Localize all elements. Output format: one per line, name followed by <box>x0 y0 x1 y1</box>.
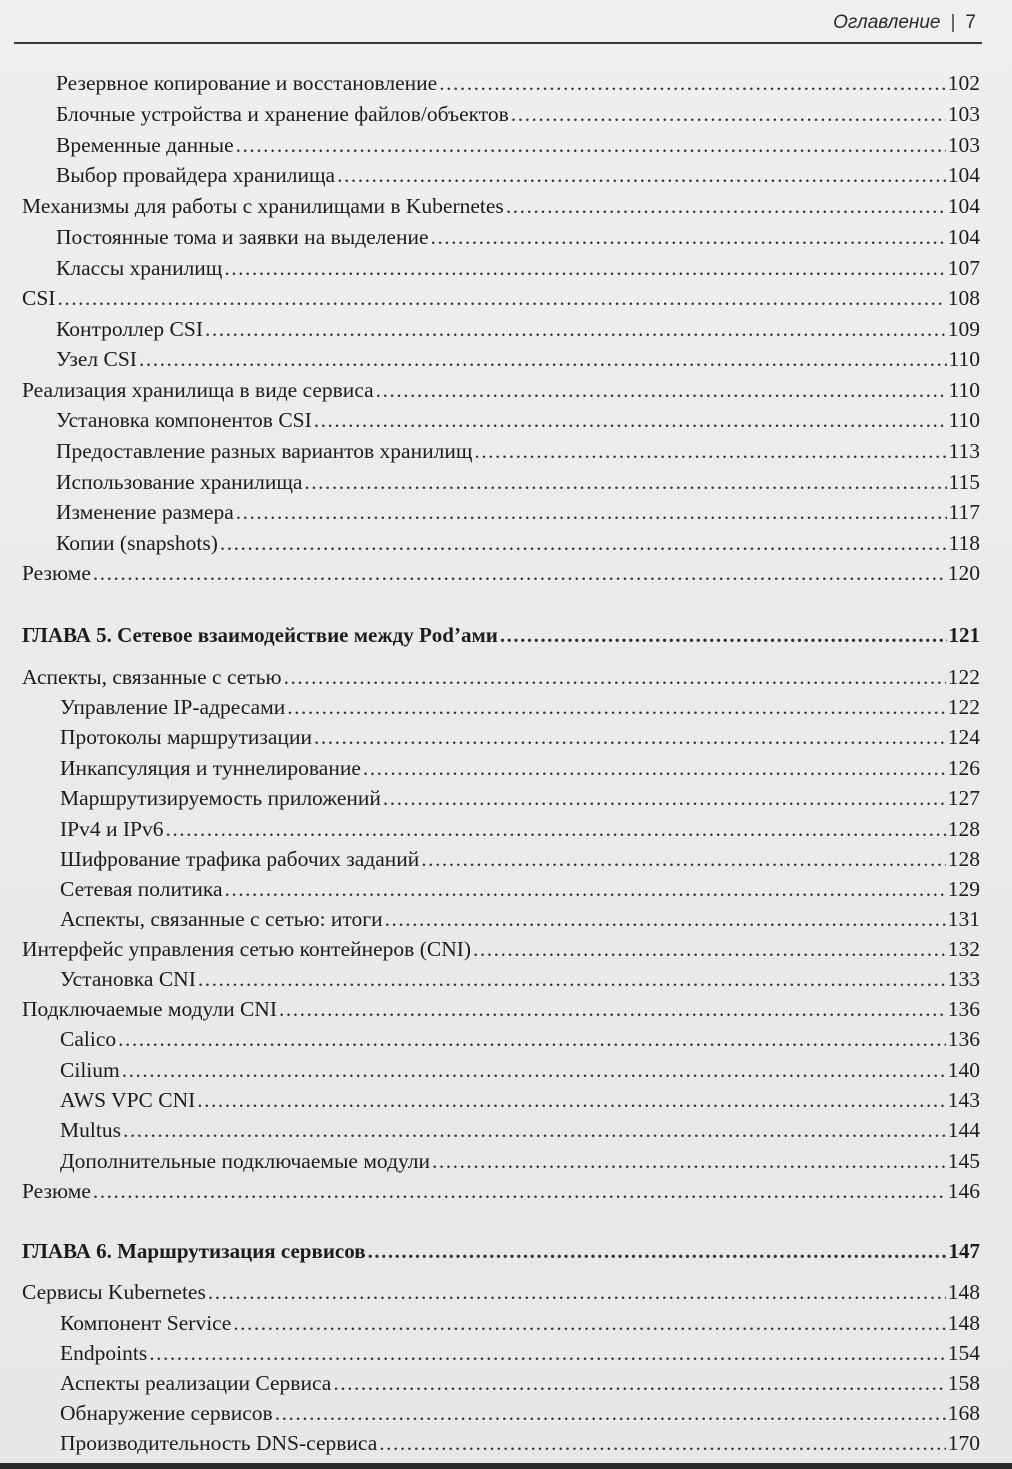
toc-entry: Выбор провайдера хранилища ..... 104 <box>56 160 980 190</box>
toc-entry: Управление IP-адресами ..... 122 <box>60 692 980 722</box>
toc-entry: Предоставление разных вариантов хранилищ ..... 113 <box>56 436 980 466</box>
running-head-page-number: 7 <box>965 12 976 33</box>
toc-entry: Инкапсуляция и туннелирование ..... 126 <box>60 753 980 783</box>
toc-entry: Endpoints ..... 154 <box>60 1338 980 1368</box>
toc-entry: Использование хранилища ..... 115 <box>56 467 980 497</box>
toc-entry: Производительность DNS-сервиса ..... 170 <box>60 1428 980 1458</box>
toc-entry: Протоколы маршрутизации ..... 124 <box>60 722 980 752</box>
toc-entry: Контроллер CSI ..... 109 <box>56 314 980 344</box>
toc-entry: Calico ..... 136 <box>60 1024 980 1054</box>
toc-entry: Узел CSI ..... 110 <box>56 344 980 374</box>
toc-entry: AWS VPC CNI ..... 143 <box>60 1085 980 1115</box>
toc-entry: Механизмы для работы с хранилищами в Kubernetes ..... 104 <box>22 191 980 221</box>
toc-entry: Сетевая политика ..... 129 <box>60 874 980 904</box>
header-rule <box>14 42 982 44</box>
running-head-section: Оглавление <box>833 12 941 33</box>
toc-entry: CSI ..... 108 <box>22 283 980 313</box>
running-head <box>833 12 976 34</box>
toc-chapter: ГЛАВА 6. Маршрутизация сервисов ..... 147 <box>22 1236 980 1266</box>
toc-entry: IPv4 и IPv6 ..... 128 <box>60 814 980 844</box>
toc-entry: Обнаружение сервисов ..... 168 <box>60 1398 980 1428</box>
toc-entry: Копии (snapshots) ..... 118 <box>56 528 980 558</box>
toc-entry: Компонент Service ..... 148 <box>60 1308 980 1338</box>
toc-entry: Временные данные ..... 103 <box>56 130 980 160</box>
toc-entry: Классы хранилищ ..... 107 <box>56 253 980 283</box>
toc-entry: Постоянные тома и заявки на выделение ..... 104 <box>56 222 980 252</box>
toc-entry: Реализация хранилища в виде сервиса ..... 110 <box>22 375 980 405</box>
toc-entry: Аспекты, связанные с сетью ..... 122 <box>22 662 980 692</box>
toc-entry: Резюме ..... 120 <box>22 558 980 588</box>
toc-entry: Интерфейс управления сетью контейнеров (CNI) ..... 132 <box>22 934 980 964</box>
running-head-separator: | <box>950 12 956 33</box>
toc-entry: Подключаемые модули CNI ..... 136 <box>22 994 980 1024</box>
toc-entry: Установка CNI ..... 133 <box>60 964 980 994</box>
toc-entry: Сервисы Kubernetes ..... 148 <box>22 1277 980 1307</box>
toc-entry: Cilium ..... 140 <box>60 1055 980 1085</box>
page-bottom-edge <box>0 1463 1012 1469</box>
toc-entry: Блочные устройства и хранение файлов/объектов ..... 103 <box>56 99 980 129</box>
toc-entry: Установка компонентов CSI ..... 110 <box>56 405 980 435</box>
toc-entry: Аспекты реализации Сервиса ..... 158 <box>60 1368 980 1398</box>
toc-entry: Аспекты, связанные с сетью: итоги ..... 131 <box>60 904 980 934</box>
toc-chapter: ГЛАВА 5. Сетевое взаимодействие между Pod’ами ..... 121 <box>22 620 980 650</box>
toc-entry: Изменение размера ..... 117 <box>56 497 980 527</box>
toc-entry: Multus ..... 144 <box>60 1115 980 1145</box>
toc-entry: Дополнительные подключаемые модули ..... 145 <box>60 1146 980 1176</box>
toc-entry: Шифрование трафика рабочих заданий ..... 128 <box>60 844 980 874</box>
toc-entry: Маршрутизируемость приложений ..... 127 <box>60 783 980 813</box>
toc-entry: Резюме ..... 146 <box>22 1176 980 1206</box>
toc-entry: Резервное копирование и восстановление ..... 102 <box>56 68 980 98</box>
